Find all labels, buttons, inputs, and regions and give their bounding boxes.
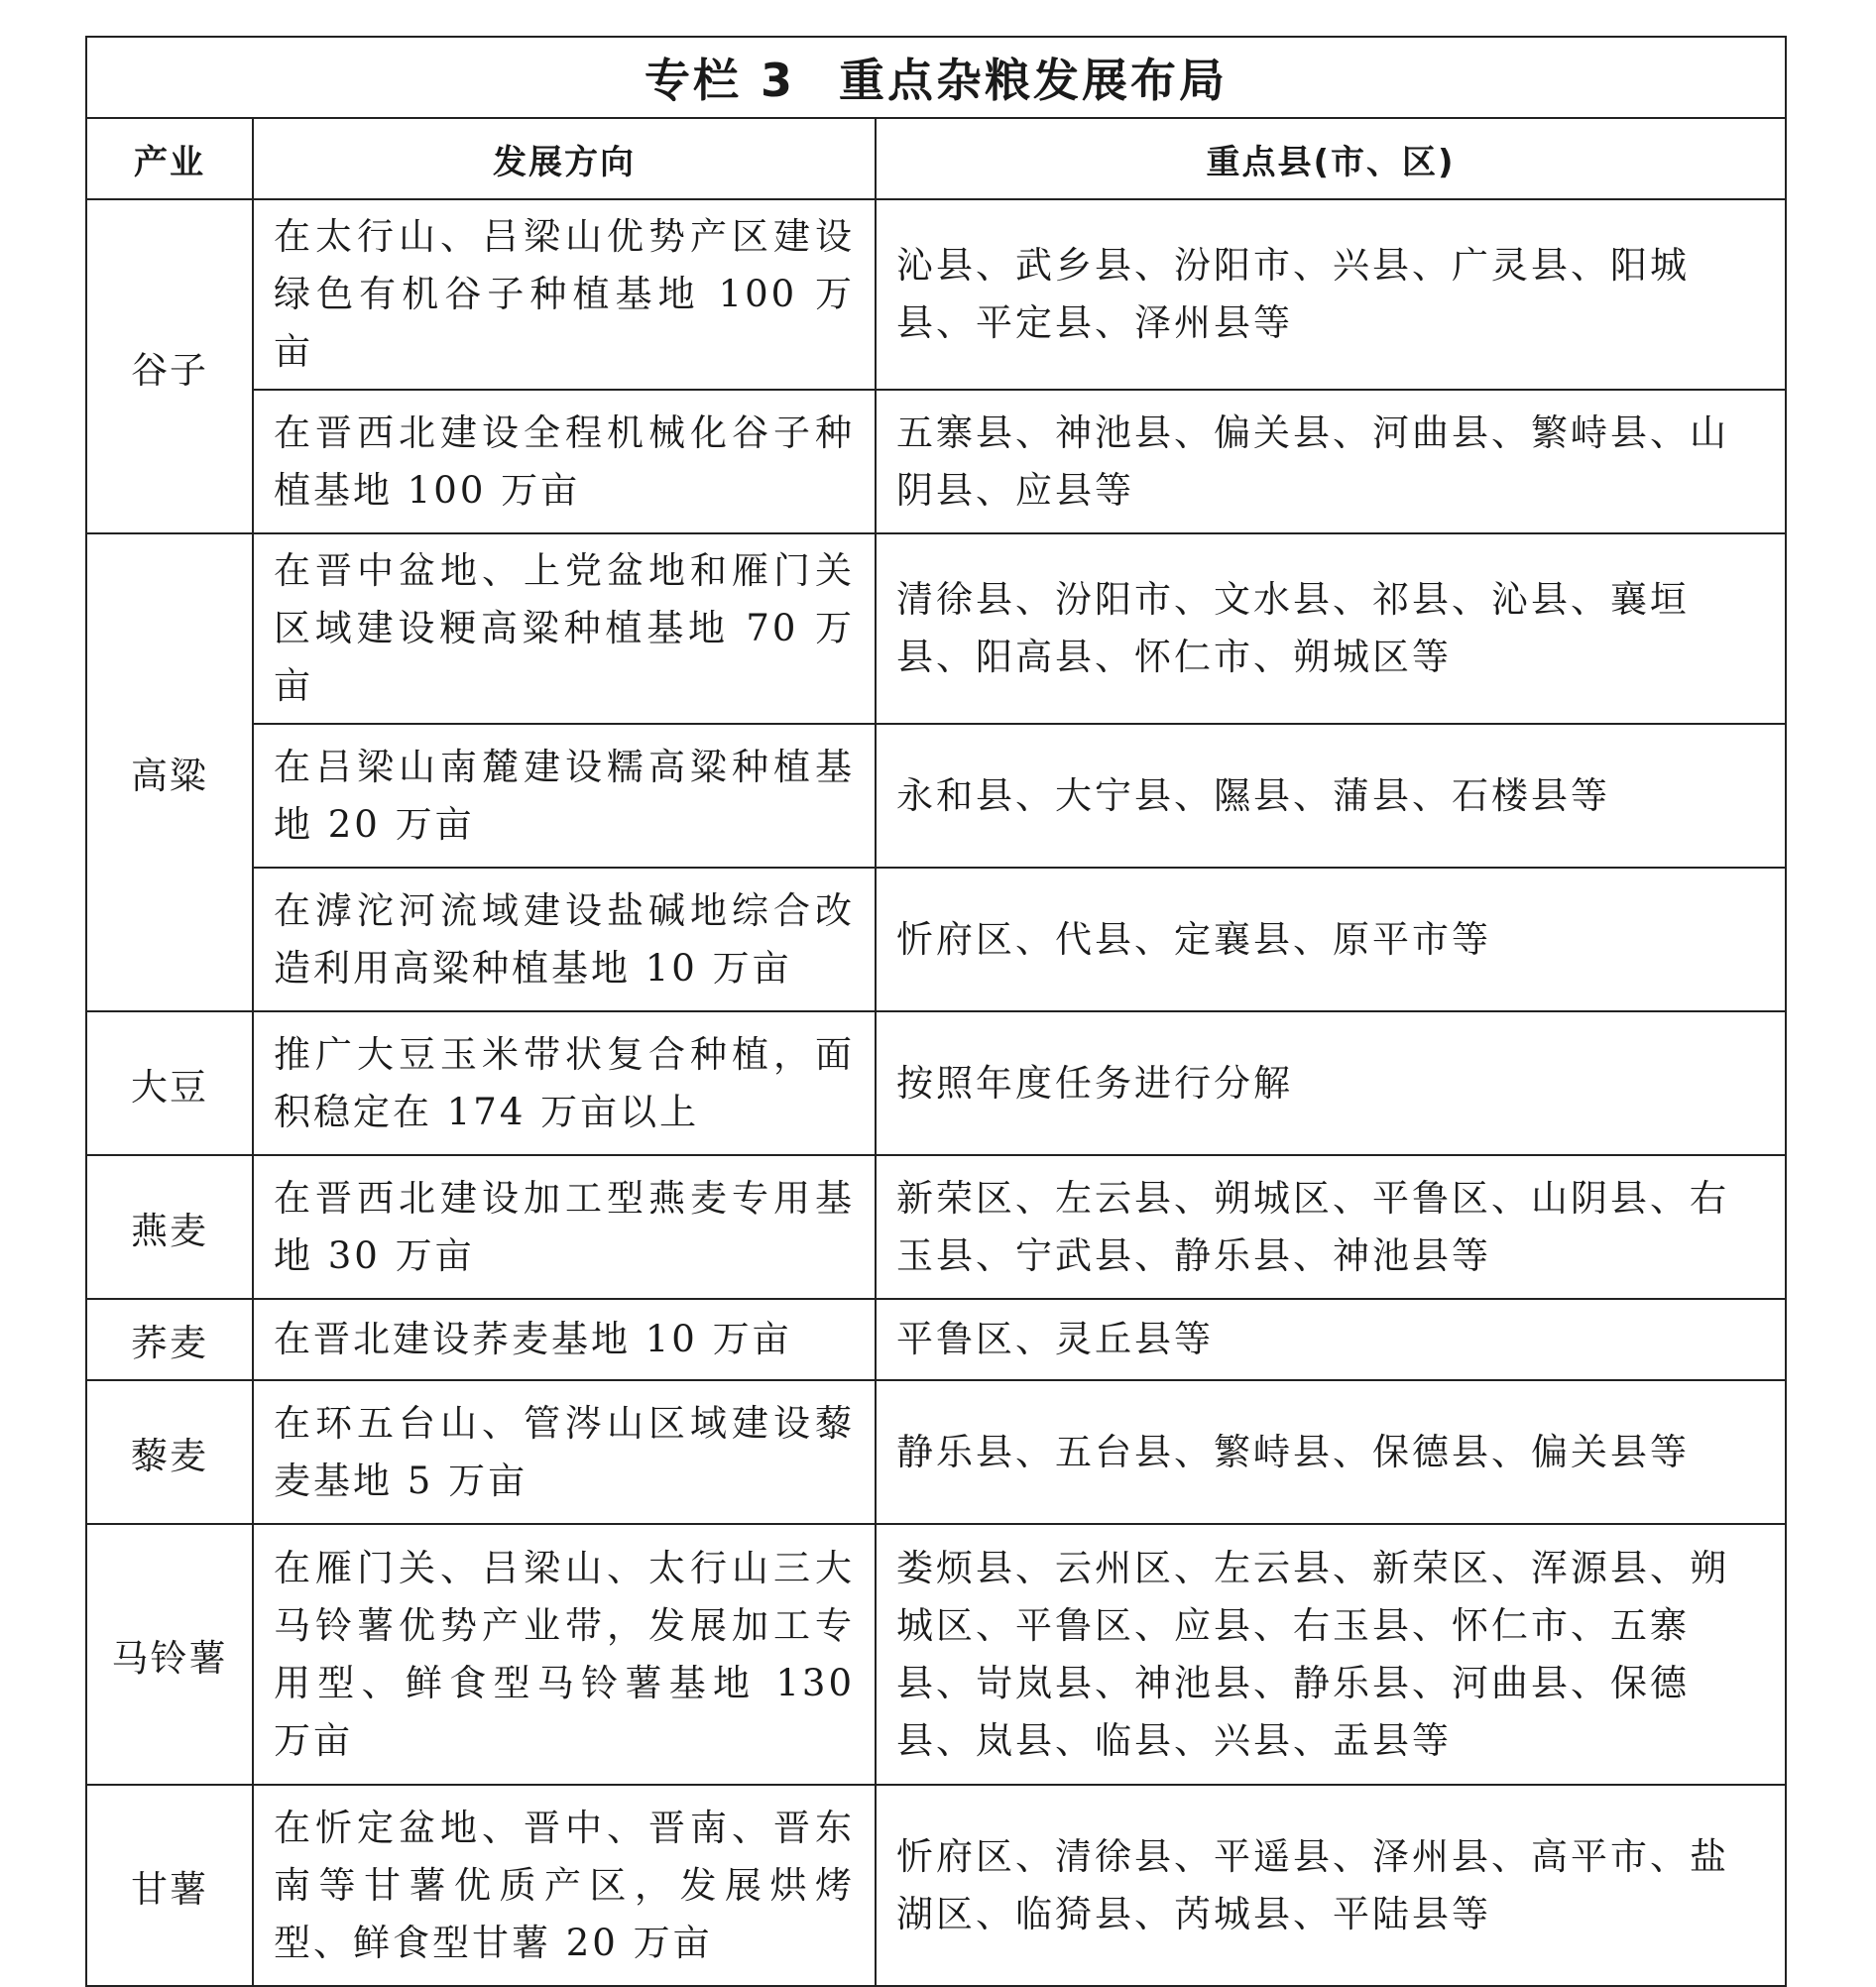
direction-cell: 在滹沱河流域建设盐碱地综合改造利用高粱种植基地 10 万亩 <box>253 868 876 1011</box>
column-number: 专栏 3 <box>644 54 796 107</box>
direction-cell: 在忻定盆地、晋中、晋南、晋东南等甘薯优质产区，发展烘烤型、鲜食型甘薯 20 万亩 <box>253 1785 876 1986</box>
table-row <box>86 1524 1786 1785</box>
industry-cell: 藜麦 <box>86 1380 253 1524</box>
table-row <box>86 1155 1786 1299</box>
layout-table-panel <box>85 36 1785 1987</box>
industry-cell: 高粱 <box>86 533 253 1011</box>
counties-cell: 娄烦县、云州区、左云县、新荣区、浑源县、朔城区、平鲁区、应县、右玉县、怀仁市、五寨县、岢岚县、神池县、静乐县、河曲县、保德县、岚县、临县、兴县、盂县等 <box>876 1524 1786 1785</box>
industry-cell: 燕麦 <box>86 1155 253 1299</box>
direction-cell: 在晋西北建设全程机械化谷子种植基地 100 万亩 <box>253 390 876 533</box>
header-counties: 重点县(市、区) <box>876 118 1786 199</box>
table-row <box>86 533 1786 724</box>
table-row <box>86 390 1786 533</box>
direction-cell: 在晋西北建设加工型燕麦专用基地 30 万亩 <box>253 1155 876 1299</box>
header-row <box>86 118 1786 199</box>
title-text: 重点杂粮发展布局 <box>839 54 1229 107</box>
industry-cell: 甘薯 <box>86 1785 253 1986</box>
table-row <box>86 1380 1786 1524</box>
header-direction: 发展方向 <box>253 118 876 199</box>
table-row <box>86 199 1786 390</box>
counties-cell: 永和县、大宁县、隰县、蒲县、石楼县等 <box>876 724 1786 868</box>
header-industry: 产业 <box>86 118 253 199</box>
counties-cell: 忻府区、清徐县、平遥县、泽州县、高平市、盐湖区、临猗县、芮城县、平陆县等 <box>876 1785 1786 1986</box>
industry-cell: 大豆 <box>86 1011 253 1155</box>
direction-cell: 在雁门关、吕梁山、太行山三大马铃薯优势产业带，发展加工专用型、鲜食型马铃薯基地 130 万亩 <box>253 1524 876 1785</box>
table-row <box>86 1299 1786 1380</box>
counties-cell: 新荣区、左云县、朔城区、平鲁区、山阴县、右玉县、宁武县、静乐县、神池县等 <box>876 1155 1786 1299</box>
direction-cell: 推广大豆玉米带状复合种植，面积稳定在 174 万亩以上 <box>253 1011 876 1155</box>
direction-cell: 在太行山、吕梁山优势产区建设绿色有机谷子种植基地 100 万亩 <box>253 199 876 390</box>
counties-cell: 清徐县、汾阳市、文水县、祁县、沁县、襄垣县、阳高县、怀仁市、朔城区等 <box>876 533 1786 724</box>
direction-cell: 在环五台山、管涔山区域建设藜麦基地 5 万亩 <box>253 1380 876 1524</box>
table-title <box>86 37 1786 118</box>
counties-cell: 按照年度任务进行分解 <box>876 1011 1786 1155</box>
industry-cell: 马铃薯 <box>86 1524 253 1785</box>
counties-cell: 静乐县、五台县、繁峙县、保德县、偏关县等 <box>876 1380 1786 1524</box>
table-row <box>86 1011 1786 1155</box>
industry-cell: 荞麦 <box>86 1299 253 1380</box>
industry-cell: 谷子 <box>86 199 253 533</box>
layout-table <box>85 36 1787 1987</box>
direction-cell: 在吕梁山南麓建设糯高粱种植基地 20 万亩 <box>253 724 876 868</box>
counties-cell: 沁县、武乡县、汾阳市、兴县、广灵县、阳城县、平定县、泽州县等 <box>876 199 1786 390</box>
table-row <box>86 724 1786 868</box>
table-row <box>86 1785 1786 1986</box>
table-row <box>86 868 1786 1011</box>
counties-cell: 忻府区、代县、定襄县、原平市等 <box>876 868 1786 1011</box>
counties-cell: 五寨县、神池县、偏关县、河曲县、繁峙县、山阴县、应县等 <box>876 390 1786 533</box>
direction-cell: 在晋北建设荞麦基地 10 万亩 <box>253 1299 876 1380</box>
counties-cell: 平鲁区、灵丘县等 <box>876 1299 1786 1380</box>
direction-cell: 在晋中盆地、上党盆地和雁门关区域建设粳高粱种植基地 70 万亩 <box>253 533 876 724</box>
